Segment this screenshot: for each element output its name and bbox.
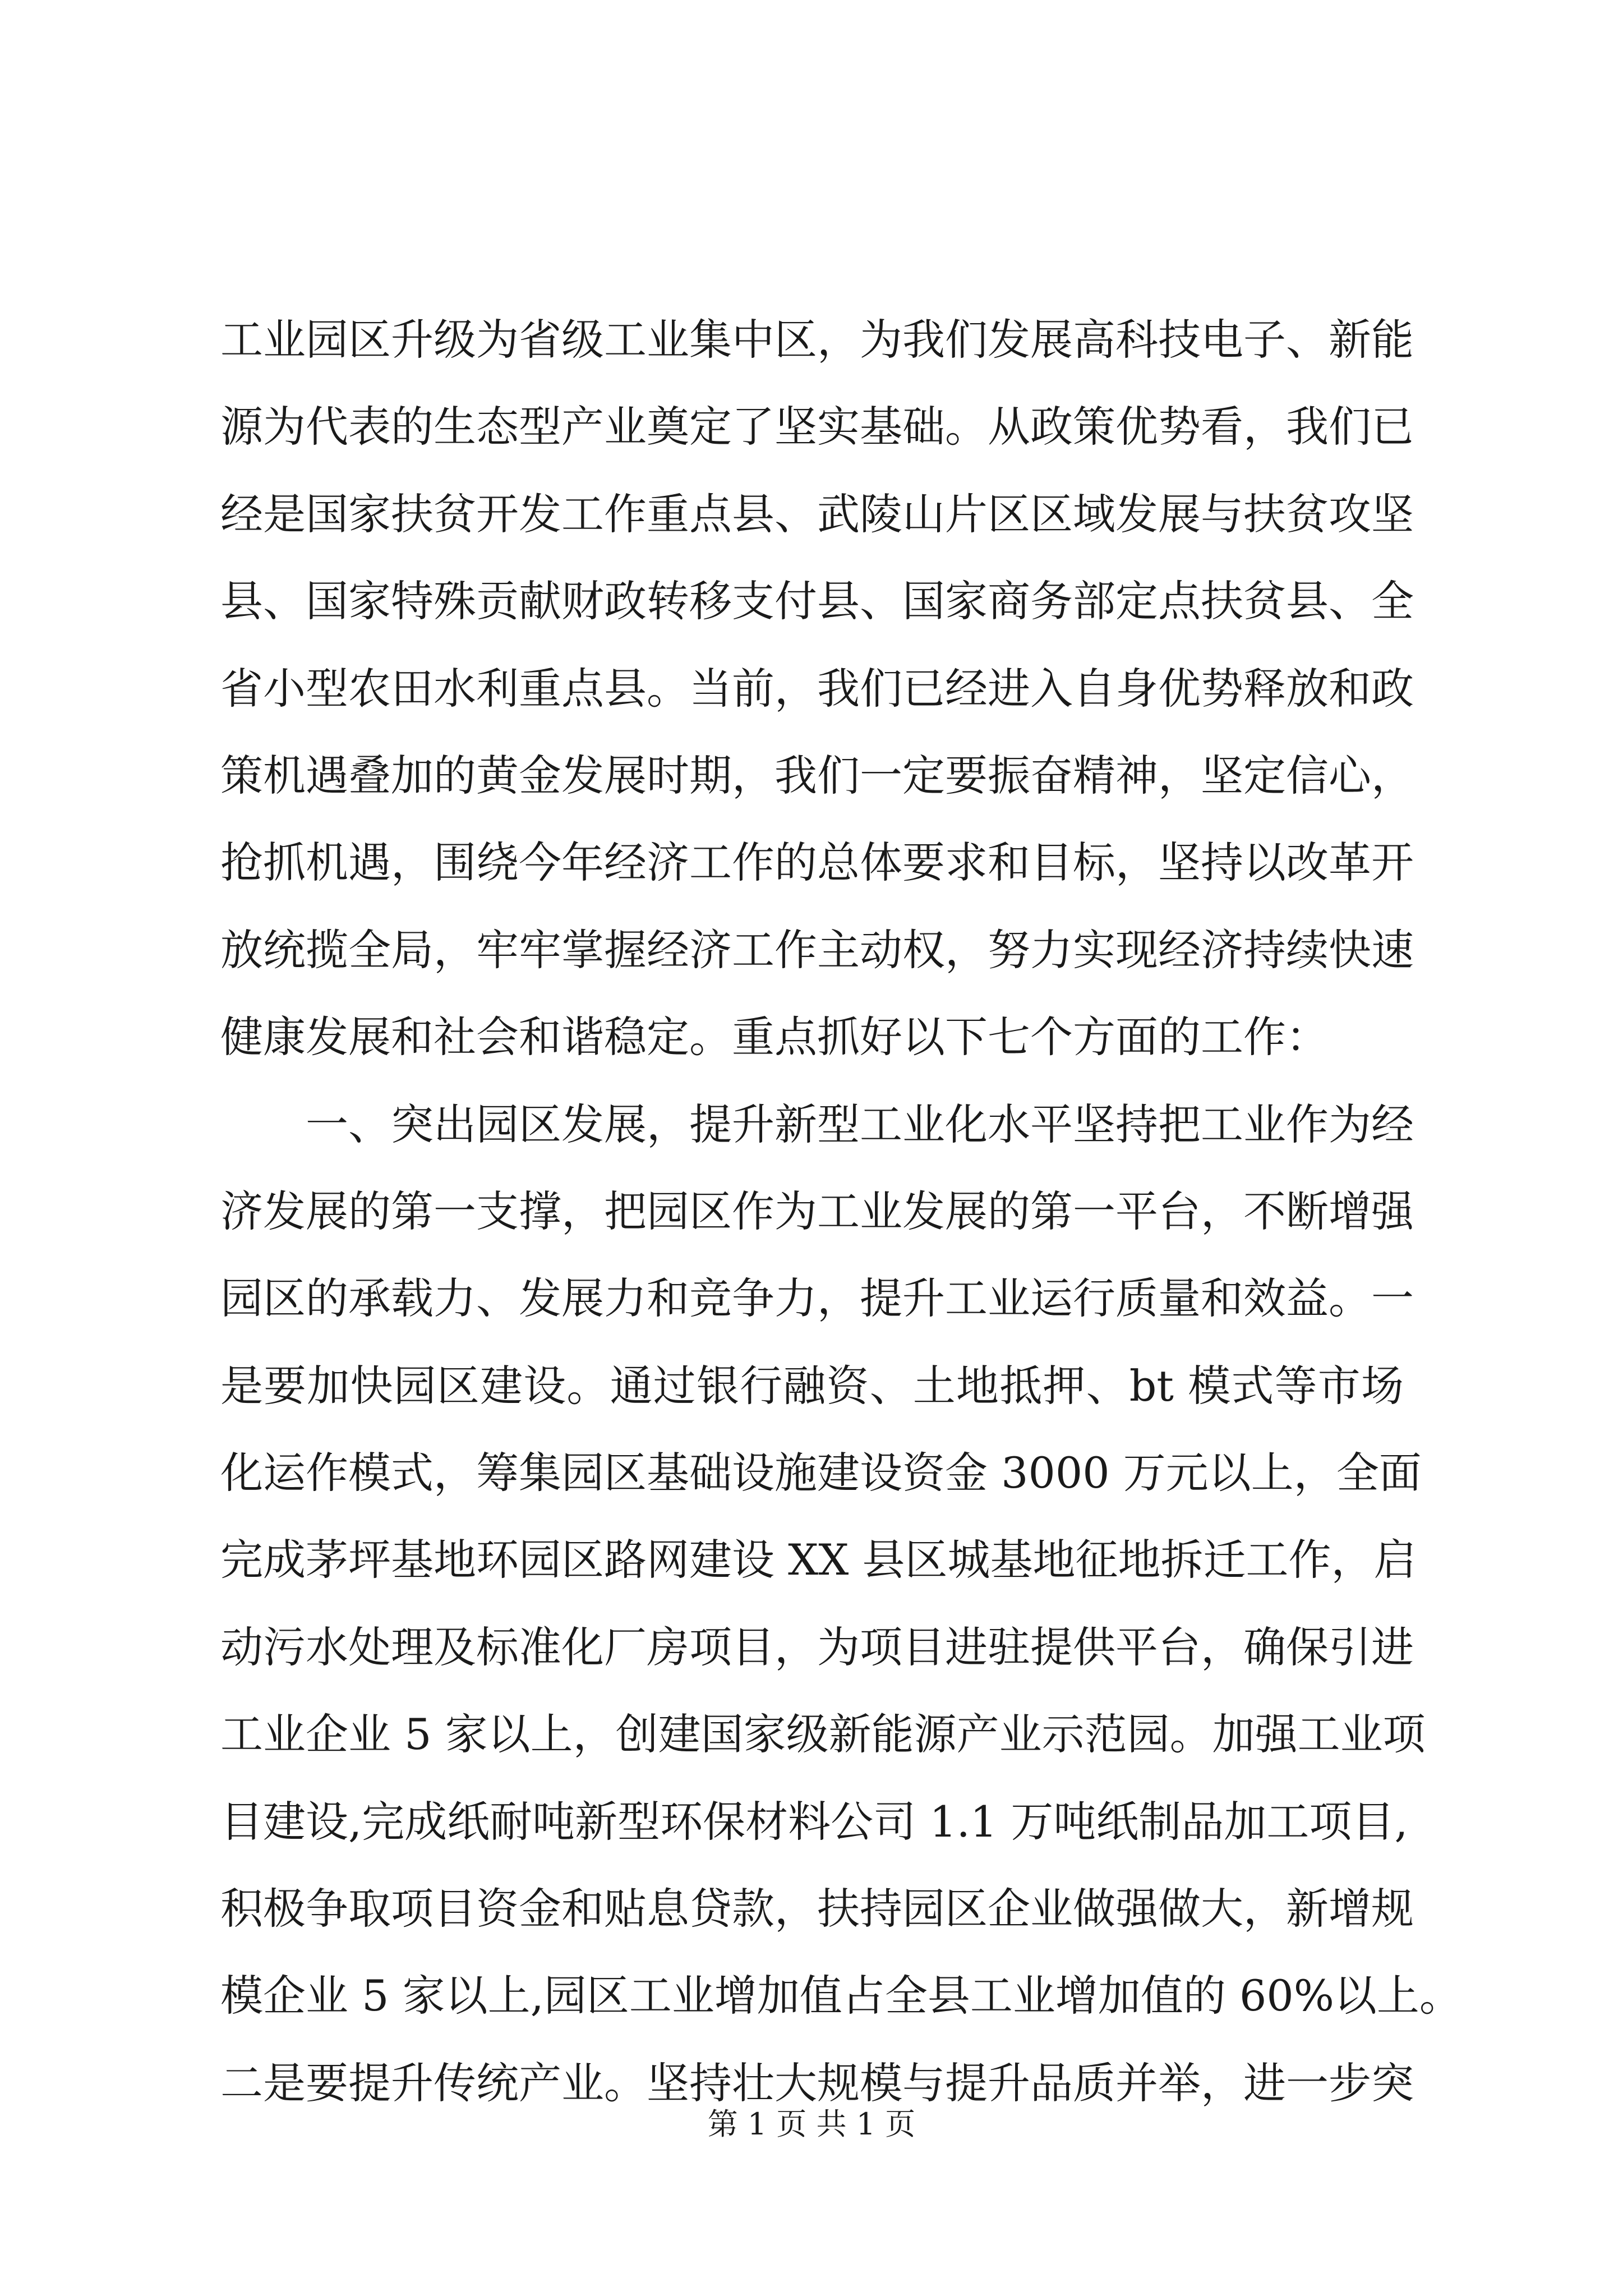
text-line: 省小型农田水利重点县。当前，我们已经进入自身优势释放和政 [220,663,1414,714]
text-line: 化运作模式，筹集园区基础设施建设资金 3000 万元以上，全面 [220,1448,1422,1498]
text-line: 是要加快园区建设。通过银行融资、土地抵押、bt 模式等市场 [220,1360,1404,1411]
text-line: 动污水处理及标准化厂房项目，为项目进驻提供平台，确保引进 [220,1622,1414,1672]
text-line: 济发展的第一支撑，把园区作为工业发展的第一平台，不断增强 [220,1186,1414,1236]
document-body [220,296,1462,2127]
text-line: 二是要提升传统产业。坚持壮大规模与提升品质并举，进一步突 [220,2058,1414,2108]
text-line: 抢抓机遇，围绕今年经济工作的总体要求和目标，坚持以改革开 [220,838,1414,888]
text-line: 工业园区升级为省级工业集中区，为我们发展高科技电子、新能 [220,315,1414,365]
text-line: 经是国家扶贫开发工作重点县、武陵山片区区域发展与扶贫攻坚 [220,489,1414,539]
text-line: 放统揽全局，牢牢掌握经济工作主动权，努力实现经济持续快速 [220,924,1414,975]
text-line: 完成茅坪基地环园区路网建设 XX 县区城基地征地拆迁工作，启 [220,1535,1417,1585]
section-heading-line: 一、突出园区发展，提升新型工业化水平坚持把工业作为经 [306,1099,1414,1149]
text-line: 工业企业 5 家以上，创建国家级新能源产业示范园。加强工业项 [220,1709,1426,1760]
text-line: 积极争取项目资金和贴息贷款，扶持园区企业做强做大，新增规 [220,1884,1414,1934]
text-line: 健康发展和社会和谐稳定。重点抓好以下七个方面的工作： [220,1012,1329,1062]
text-line: 模企业 5 家以上,园区工业增加值占全县工业增加值的 60%以上。 [220,1971,1462,2021]
text-line: 目建设,完成纸耐吨新型环保材料公司 1.1 万吨纸制品加工项目, [220,1796,1408,1847]
text-line: 园区的承载力、发展力和竞争力，提升工业运行质量和效益。一 [220,1273,1414,1324]
page-number-label: 第 1 页 共 1 页 [707,2106,916,2142]
text-line: 县、国家特殊贡献财政转移支付县、国家商务部定点扶贫县、全 [220,576,1414,627]
page-footer [0,2105,1623,2144]
text-line: 策机遇叠加的黄金发展时期，我们一定要振奋精神，坚定信心， [220,750,1414,800]
text-line: 源为代表的生态型产业奠定了坚实基础。从政策优势看，我们已 [220,402,1414,452]
